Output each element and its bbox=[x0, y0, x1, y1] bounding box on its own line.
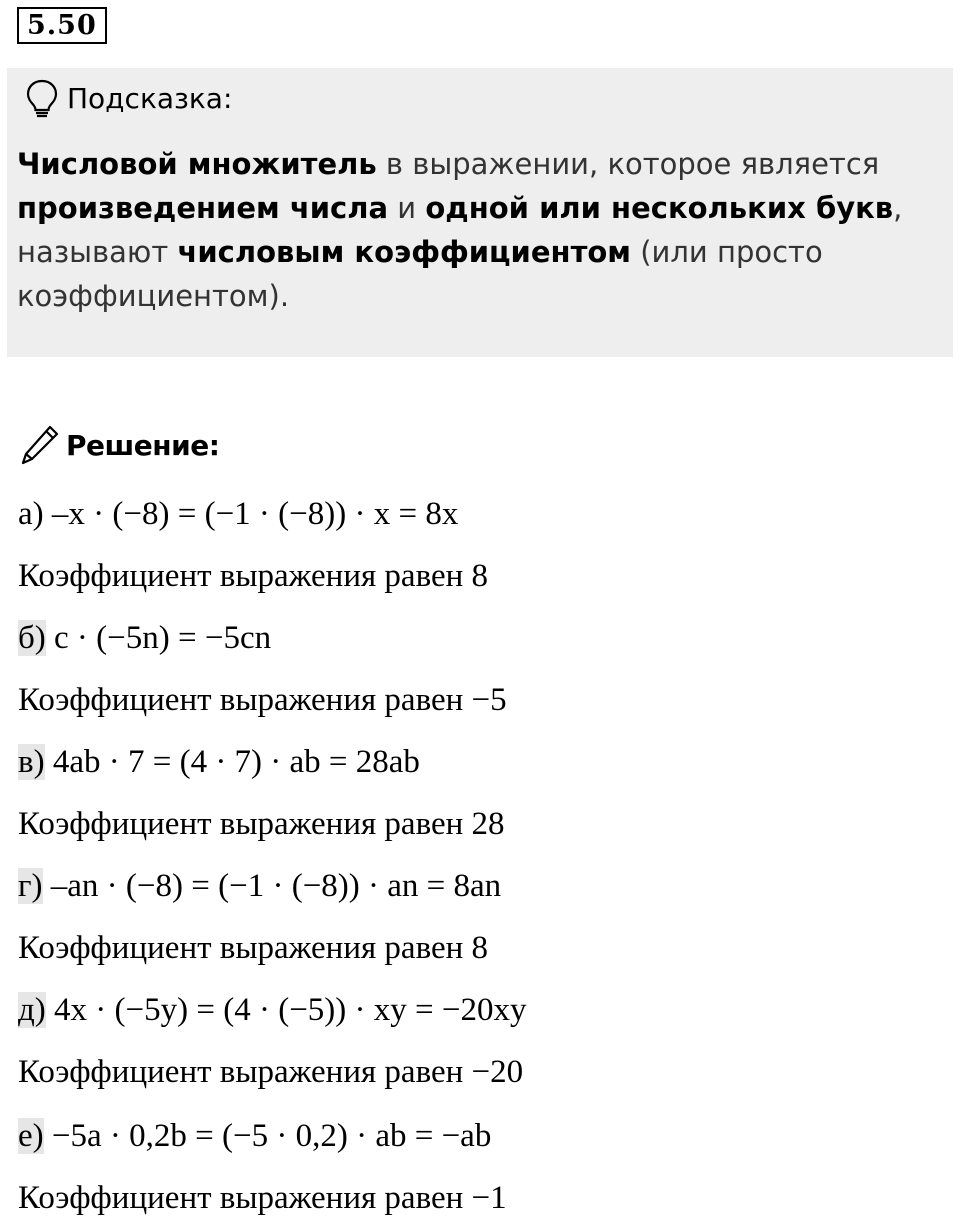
hint-text-span: коэффициентом). bbox=[17, 279, 290, 313]
item-label: е) bbox=[18, 1118, 44, 1154]
item-label: б) bbox=[18, 620, 46, 656]
hint-term-numeric-factor: Числовой множитель bbox=[17, 147, 377, 181]
problem-number: 5.50 bbox=[17, 7, 107, 44]
hint-text-span: называют bbox=[17, 235, 178, 269]
solution-line-e bbox=[18, 1116, 491, 1156]
coefficient-line-b: Коэффициент выражения равен −5 bbox=[18, 682, 507, 718]
hint-header bbox=[25, 76, 232, 120]
math-expression: −5a · 0,2b = (−5 · 0,2) · ab = −ab bbox=[43, 1118, 492, 1154]
hint-title: Подсказка: bbox=[67, 81, 233, 115]
solution-line-b bbox=[18, 618, 271, 658]
hint-term-letters: одной или нескольких букв bbox=[425, 191, 894, 225]
hint-text-span: и bbox=[388, 191, 426, 225]
math-expression: 4x · (−5y) = (4 · (−5)) · xy = −20xy bbox=[45, 992, 527, 1028]
hint-text-span: в выражении, которое является bbox=[376, 147, 880, 181]
lightbulb-icon bbox=[25, 78, 59, 118]
solution-line-a bbox=[18, 494, 458, 534]
hint-term-product: произведением числа bbox=[17, 191, 389, 225]
solution-line-g bbox=[18, 866, 501, 906]
coefficient-line-a: Коэффициент выражения равен 8 bbox=[18, 558, 489, 594]
math-expression: –x · (−8) = (−1 · (−8)) · x = 8x bbox=[43, 496, 459, 532]
item-label: г) bbox=[18, 868, 43, 904]
coefficient-line-e: Коэффициент выражения равен −1 bbox=[18, 1180, 507, 1216]
coefficient-line-d: Коэффициент выражения равен −20 bbox=[18, 1054, 524, 1090]
hint-text-span: (или просто bbox=[631, 235, 823, 269]
solution-header bbox=[20, 420, 219, 470]
solution-title: Решение: bbox=[66, 428, 220, 462]
hint-term-coefficient: числовым коэффициентом bbox=[177, 235, 632, 269]
math-expression: –an · (−8) = (−1 · (−8)) · an = 8an bbox=[42, 868, 502, 904]
coefficient-line-v: Коэффициент выражения равен 28 bbox=[18, 806, 505, 842]
solution-line-d bbox=[18, 990, 527, 1030]
item-label: д) bbox=[18, 992, 46, 1028]
hint-text bbox=[17, 142, 937, 318]
hint-panel bbox=[7, 68, 953, 357]
item-label: а) bbox=[18, 496, 44, 532]
pencil-icon bbox=[20, 423, 60, 467]
coefficient-line-g: Коэффициент выражения равен 8 bbox=[18, 930, 489, 966]
math-expression: 4ab · 7 = (4 · 7) · ab = 28ab bbox=[44, 744, 420, 780]
solution-line-v bbox=[18, 742, 420, 782]
hint-text-span: , bbox=[893, 191, 903, 225]
item-label: в) bbox=[18, 744, 45, 780]
math-expression: c · (−5n) = −5cn bbox=[45, 620, 272, 656]
